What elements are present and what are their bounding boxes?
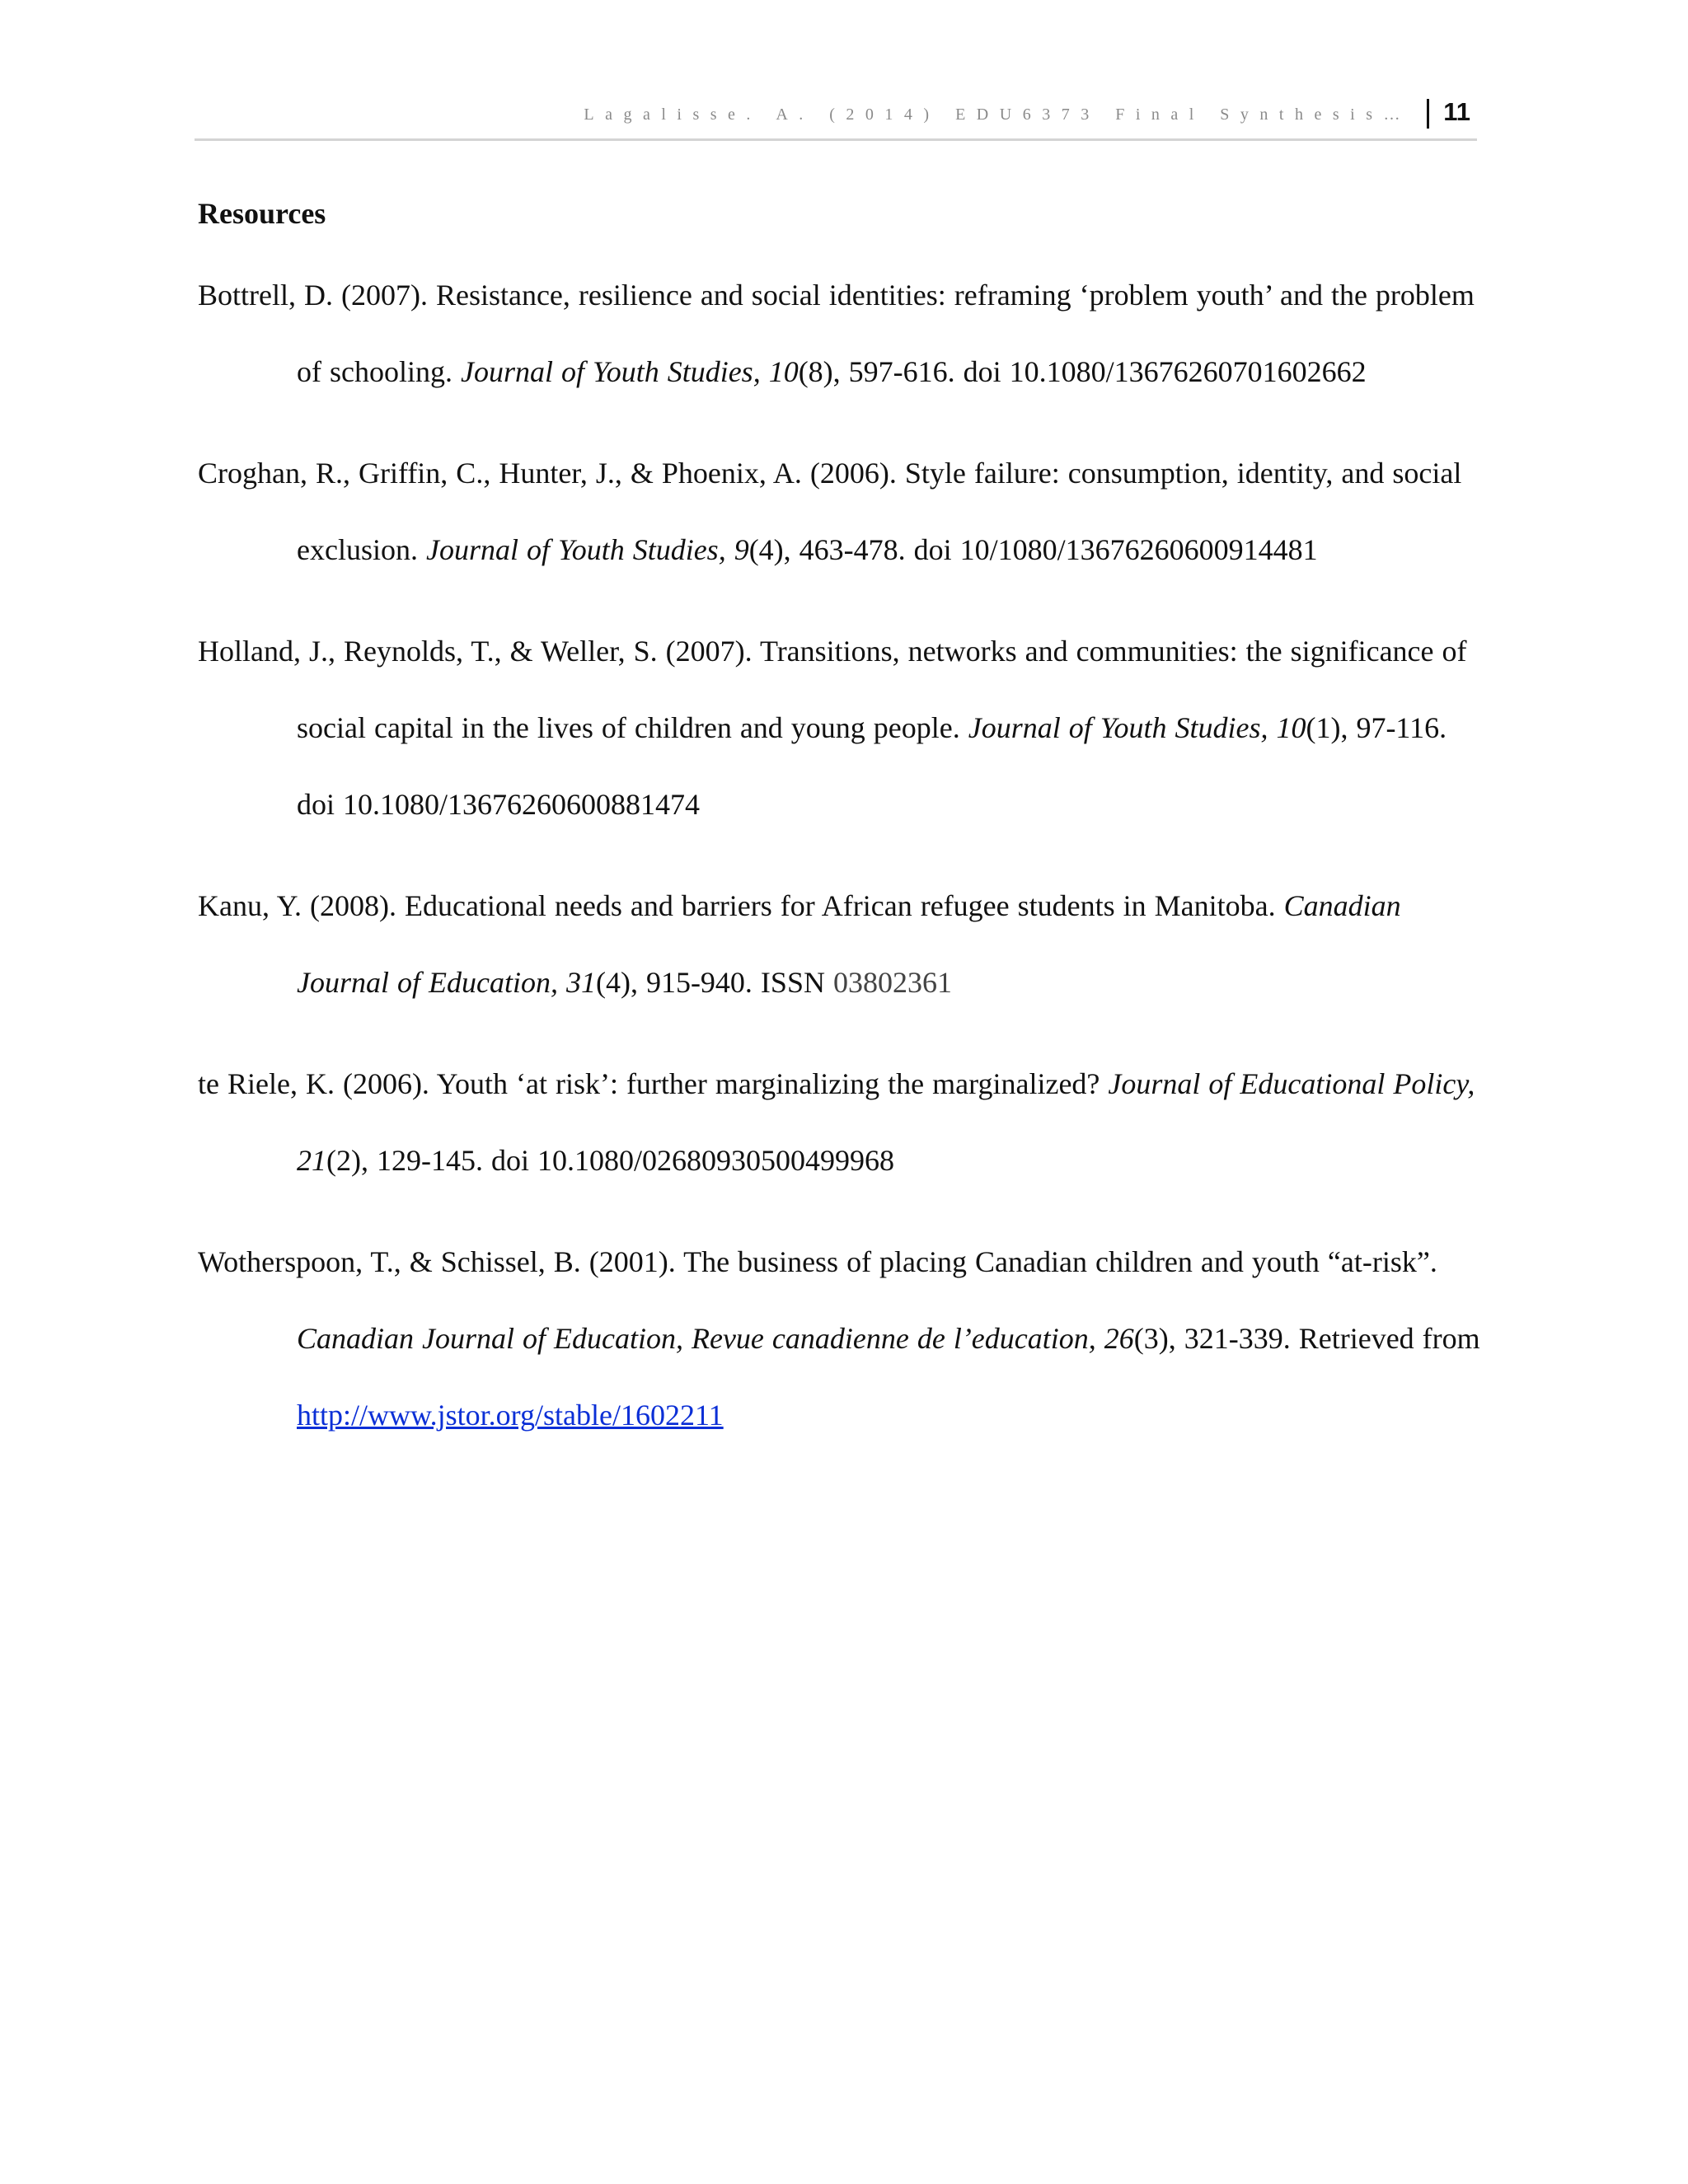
reference-details: (2), 129-145. doi 10.1080/02680930500499968 bbox=[326, 1144, 894, 1177]
reference-journal: Journal of Youth Studies, 10 bbox=[968, 711, 1306, 744]
reference-journal: Canadian Journal of Education, 31 bbox=[297, 889, 1401, 999]
running-title: Lagalisse. A. (2014) EDU6373 Final Synthesis… bbox=[584, 105, 1411, 124]
reference-details: (3), 321-339. Retrieved from bbox=[1133, 1322, 1480, 1355]
section-heading: Resources bbox=[198, 197, 326, 230]
header-divider bbox=[1427, 99, 1429, 129]
reference-item bbox=[198, 257, 1484, 410]
reference-details: (8), 597-616. doi 10.1080/13676260701602662 bbox=[798, 355, 1367, 388]
reference-item bbox=[198, 435, 1484, 588]
reference-list bbox=[198, 257, 1484, 1479]
reference-details: (4), 915-940. ISSN bbox=[595, 966, 833, 999]
reference-link[interactable]: http://www.jstor.org/stable/1602211 bbox=[297, 1399, 724, 1432]
reference-text: Croghan, R., Griffin, C., Hunter, J., & Phoenix, A. (2006). Style failure: consumption, identity, and social exclusion. bbox=[198, 457, 1462, 566]
reference-details: (1), 97-116. doi 10.1080/13676260600881474 bbox=[297, 711, 1447, 821]
reference-details: (4), 463-478. doi 10/1080/13676260600914481 bbox=[748, 533, 1318, 566]
reference-journal: Journal of Youth Studies, 10 bbox=[460, 355, 799, 388]
reference-text: Wotherspoon, T., & Schissel, B. (2001). The business of placing Canadian children and youth “at-risk”. bbox=[198, 1245, 1437, 1278]
reference-issn: 03802361 bbox=[832, 966, 952, 999]
reference-text: te Riele, K. (2006). Youth ‘at risk’: further marginalizing the marginalized? bbox=[198, 1067, 1109, 1100]
reference-item bbox=[198, 613, 1484, 843]
reference-text: Kanu, Y. (2008). Educational needs and barriers for African refugee students in Manitoba. bbox=[198, 889, 1284, 922]
reference-journal: Journal of Educational Policy, 21 bbox=[297, 1067, 1475, 1177]
reference-item bbox=[198, 1224, 1484, 1454]
reference-item bbox=[198, 868, 1484, 1021]
reference-journal: Canadian Journal of Education, Revue canadienne de l’education, 26 bbox=[297, 1322, 1134, 1355]
page-number: 11 bbox=[1443, 97, 1470, 126]
reference-text: Bottrell, D. (2007). Resistance, resilience and social identities: reframing ‘problem youth’ and the problem of schooling. bbox=[198, 279, 1475, 388]
reference-text: Holland, J., Reynolds, T., & Weller, S. (2007). Transitions, networks and communities: the significance of social capital in the lives of children and young people. bbox=[198, 635, 1467, 744]
reference-journal: Journal of Youth Studies, 9 bbox=[425, 533, 749, 566]
reference-item bbox=[198, 1046, 1484, 1199]
page-header bbox=[195, 97, 1477, 141]
